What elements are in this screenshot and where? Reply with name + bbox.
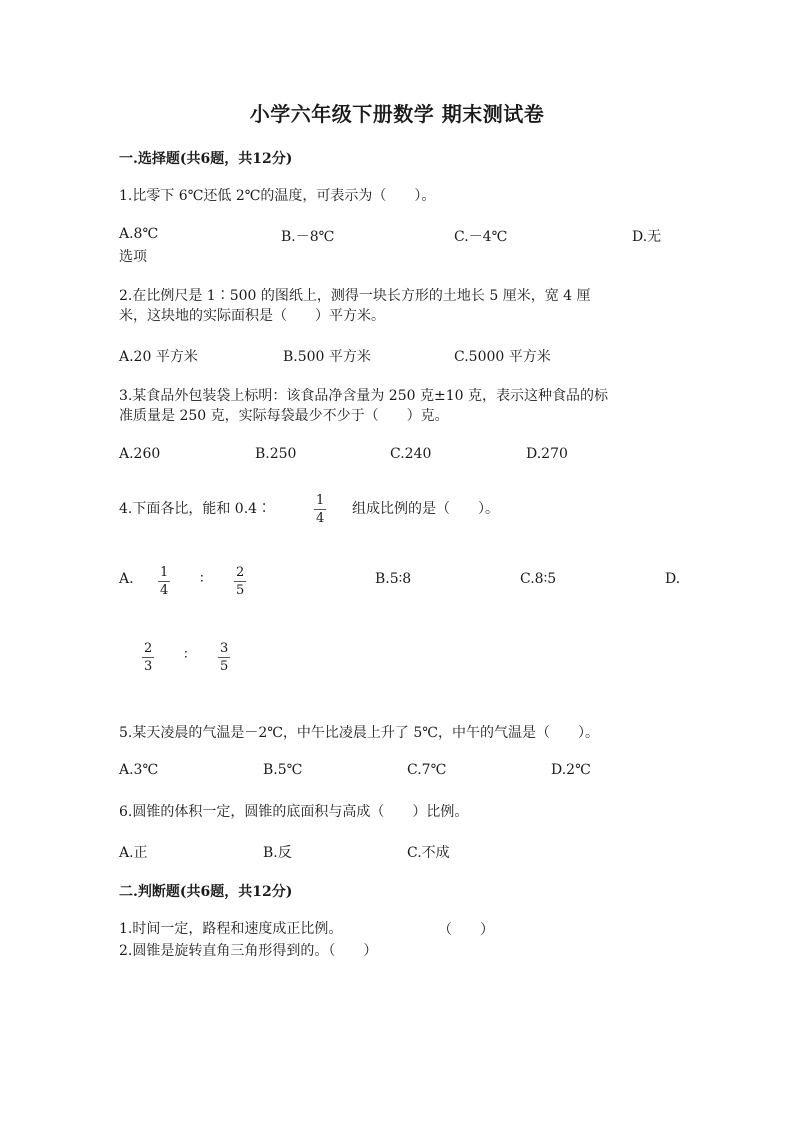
question-3-stem-line1: 3.某食品外包装袋上标明：该食品净含量为 250 克±10 克，表示这种食品的标 <box>119 388 608 404</box>
question-1-option-d: D.无 <box>632 229 662 245</box>
question-2-option-c: C.5000 平方米 <box>454 349 551 365</box>
question-5-option-b: B.5℃ <box>263 762 303 778</box>
fraction-numerator: 2 <box>144 641 153 656</box>
fraction-numerator: 2 <box>236 565 245 580</box>
fraction-denominator: 5 <box>220 659 229 674</box>
page-title: 小学六年级下册数学 期末测试卷 <box>249 102 545 126</box>
fraction-bar <box>142 657 154 658</box>
question-4-option-d-fraction-1 <box>142 641 154 674</box>
question-1-stem: 1.比零下 6℃还低 2℃的温度，可表示为（ ）。 <box>119 188 436 204</box>
fraction-bar <box>234 581 246 582</box>
question-1-option-b: B.－8℃ <box>281 229 335 245</box>
judgment-1-answer-blank: （ ） <box>438 922 494 938</box>
question-3-option-c: C.240 <box>390 446 432 462</box>
question-2-option-a: A.20 平方米 <box>119 349 198 365</box>
section-heading-judgment: 二.判断题(共6题，共12分) <box>119 884 293 900</box>
question-6-option-a: A.正 <box>119 845 148 861</box>
question-4-fraction <box>314 493 326 526</box>
question-2-stem-line2: 米，这块地的实际面积是（ ）平方米。 <box>119 308 385 324</box>
fraction-denominator: 3 <box>144 659 153 674</box>
question-1-option-d-continued: 选项 <box>119 249 147 265</box>
fraction-bar <box>314 509 326 510</box>
question-6-option-c: C.不成 <box>407 845 450 861</box>
question-3-option-d: D.270 <box>526 446 568 462</box>
question-2-option-b: B.500 平方米 <box>283 349 371 365</box>
fraction-denominator: 5 <box>236 583 245 598</box>
question-6-option-b: B.反 <box>263 845 292 861</box>
question-4-option-d-label: D. <box>665 571 681 587</box>
question-3-option-a: A.260 <box>119 446 161 462</box>
question-5-option-a: A.3℃ <box>119 762 159 778</box>
question-5-option-c: C.7℃ <box>407 762 447 778</box>
question-4-option-c: C.8∶5 <box>520 571 557 587</box>
fraction-bar <box>158 581 170 582</box>
fraction-numerator: 3 <box>220 641 229 656</box>
question-5-stem: 5.某天凌晨的气温是－2℃，中午比凌晨上升了 5℃，中午的气温是（ ）。 <box>119 725 599 741</box>
question-3-stem-line2: 准质量是 250 克，实际每袋最少不少于（ ）克。 <box>119 408 449 424</box>
question-4-option-d-fraction-2 <box>218 641 230 674</box>
question-6-stem: 6.圆锥的体积一定，圆锥的底面积与高成（ ）比例。 <box>119 804 469 820</box>
question-5-option-d: D.2℃ <box>551 762 591 778</box>
question-4-option-d-colon: ∶ <box>184 647 188 663</box>
question-4-option-a-label: A. <box>119 571 134 587</box>
question-4-stem-post: 组成比例的是（ ）。 <box>352 501 499 517</box>
question-2-stem-line1: 2.在比例尺是 1∶500 的图纸上，测得一块长方形的土地长 5 厘米，宽 4 厘 <box>119 288 591 304</box>
section-heading-choice: 一.选择题(共6题，共12分) <box>119 151 293 167</box>
question-1-option-a: A.8℃ <box>119 226 159 242</box>
question-1-option-c: C.－4℃ <box>454 229 508 245</box>
question-4-option-a-colon: ∶ <box>200 571 204 587</box>
question-3-option-b: B.250 <box>255 446 297 462</box>
fraction-denominator: 4 <box>160 583 169 598</box>
judgment-2-stem: 2.圆锥是旋转直角三角形得到的。（ ） <box>119 943 378 959</box>
fraction-numerator: 1 <box>160 565 169 580</box>
fraction-numerator: 1 <box>316 493 325 508</box>
question-4-stem-pre: 4.下面各比，能和 0.4∶ <box>119 501 272 517</box>
judgment-1-stem: 1.时间一定，路程和速度成正比例。 <box>119 921 343 937</box>
fraction-bar <box>218 657 230 658</box>
question-4-option-b: B.5∶8 <box>375 571 412 587</box>
question-4-option-a-fraction-2 <box>234 565 246 598</box>
question-4-option-a-fraction-1 <box>158 565 170 598</box>
fraction-denominator: 4 <box>316 511 325 526</box>
